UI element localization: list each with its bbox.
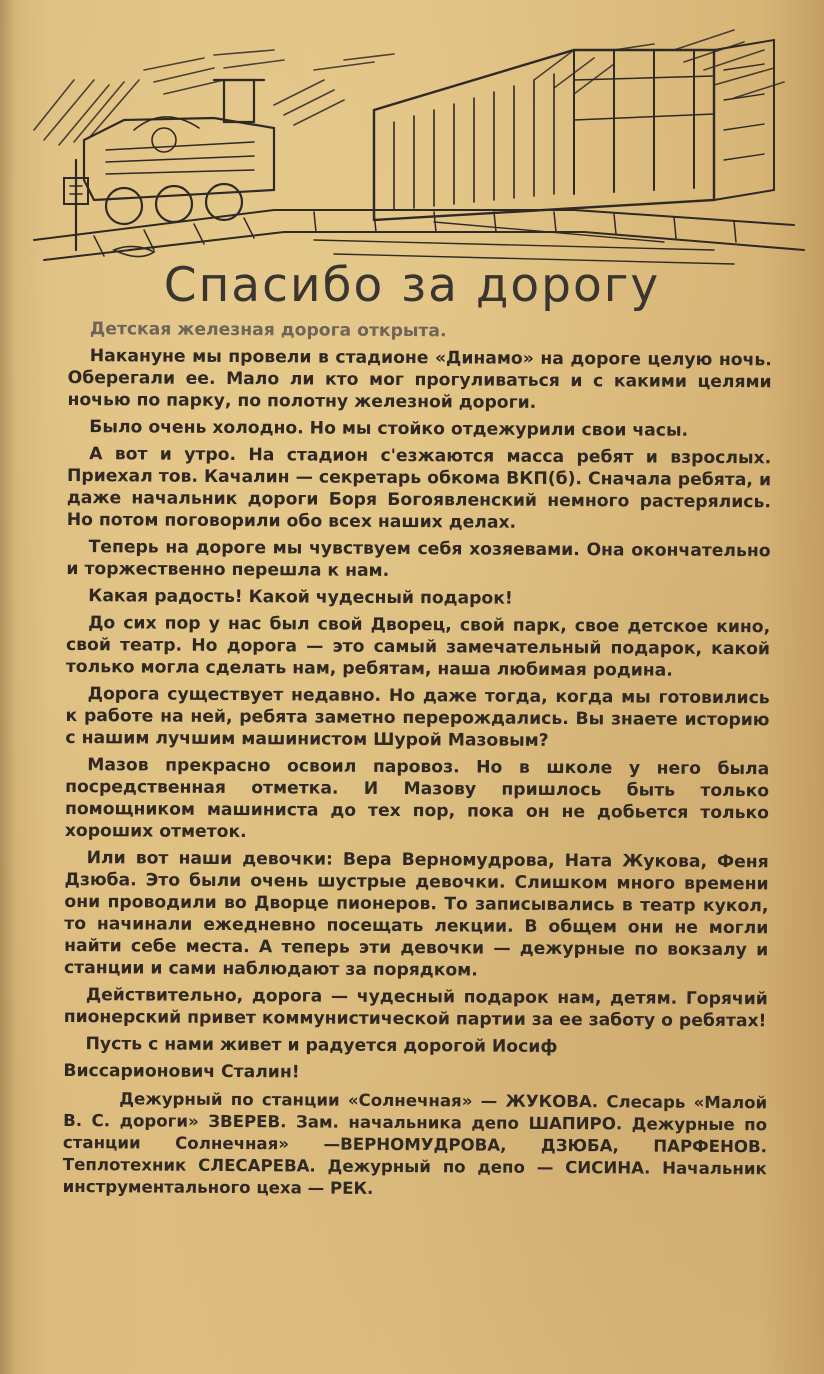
railway-illustration [14,10,814,270]
article-paragraph: А вот и утро. На стадион с'езжаются масса ребят и взрослых. Приехал тов. Качалин — секретарь обкома ВКП(б). Сначала ребята, и даже начальник дороги Боря Богоявленский немного растерялись. Но потом поговорили обо всех наших делах. [66,444,772,533]
article-paragraph: Детская железная дорога открыта. [89,319,447,342]
article-paragraph: Действительно, дорога — чудесный подарок нам, детям. Горячий пионерский привет коммунистической партии за ее заботу о ребятах! [63,985,768,1032]
article-signature: Дежурный по станции «Солнечная» — ЖУКОВА. Слесарь «Малой В. С. дороги» ЗВЕРЕВ. Зам. начальника депо ШАПИРО. Дежурные по станции Солнечная» —ВЕРНОМУДРОВА, ДЗЮБА, ПАРФЕНОВ. Теплотехник СЛЕСАРЕВА. Дежурный по депо — СИСИНА. Начальник инструментального цеха — РЕК. [62,1089,768,1198]
article-paragraph: Было очень холодно. Но мы стойко отдежурили свои часы. [89,417,689,441]
article-paragraph: Какая радость! Какой чудесный подарок! [88,586,513,609]
article-paragraph: Или вот наши девочки: Вера Верномудрова, Ната Жукова, Феня Дзюба. Это были очень шустрые девочки. Слишком много времени они проводили во Дворце пионеров. То записывались в театр кукол, то начинали ежедневно посещать лекции. В общем они не могли найти себе места. А теперь эти девочки — дежурные по вокзалу и станции и сами наблюдают за порядком. [63,848,769,981]
article-paragraph: Дорога существует недавно. Но даже тогда, когда мы готовились к работе на ней, ребята заметно перерождались. Вы знаете историю с нашим лучшим машинистом Шурой Мазовым? [65,684,770,751]
article-paragraph: До сих пор у нас был свой Дворец, свой парк, свое детское кино, свой театр. Но дорога — это самый замечательный подарок, какой только могла сделать нам, ребятам, наша любимая родина. [65,613,771,681]
article-headline: Спасибо за дорогу [163,258,661,313]
article-paragraph: Накануне мы провели в стадионе «Динамо» на дороге целую ночь. Оберегали ее. Мало ли кто мог прогуливаться и с какими целями ночью по парку, по полотну железной дороги. [67,346,772,413]
station-building [374,40,774,220]
sky-hatching [34,30,784,145]
article-paragraph: Теперь на дороге мы чувствуем себя хозяевами. Она окончательно и торжественно перешла к нам. [66,537,771,581]
article-body [63,318,772,1207]
article-paragraph: Мазов прекрасно освоил паровоз. Но в школе у него была посредственная отметка. И Мазову пришлось быть только помощником машиниста до тех пор, пока он не добьется только хороших отметок. [64,755,770,843]
article-paragraph: Виссарионович Сталин! [63,1060,300,1083]
locomotive [84,80,274,224]
article-paragraph: Пусть с нами живет и радуется дорогой Иосиф [85,1034,558,1058]
